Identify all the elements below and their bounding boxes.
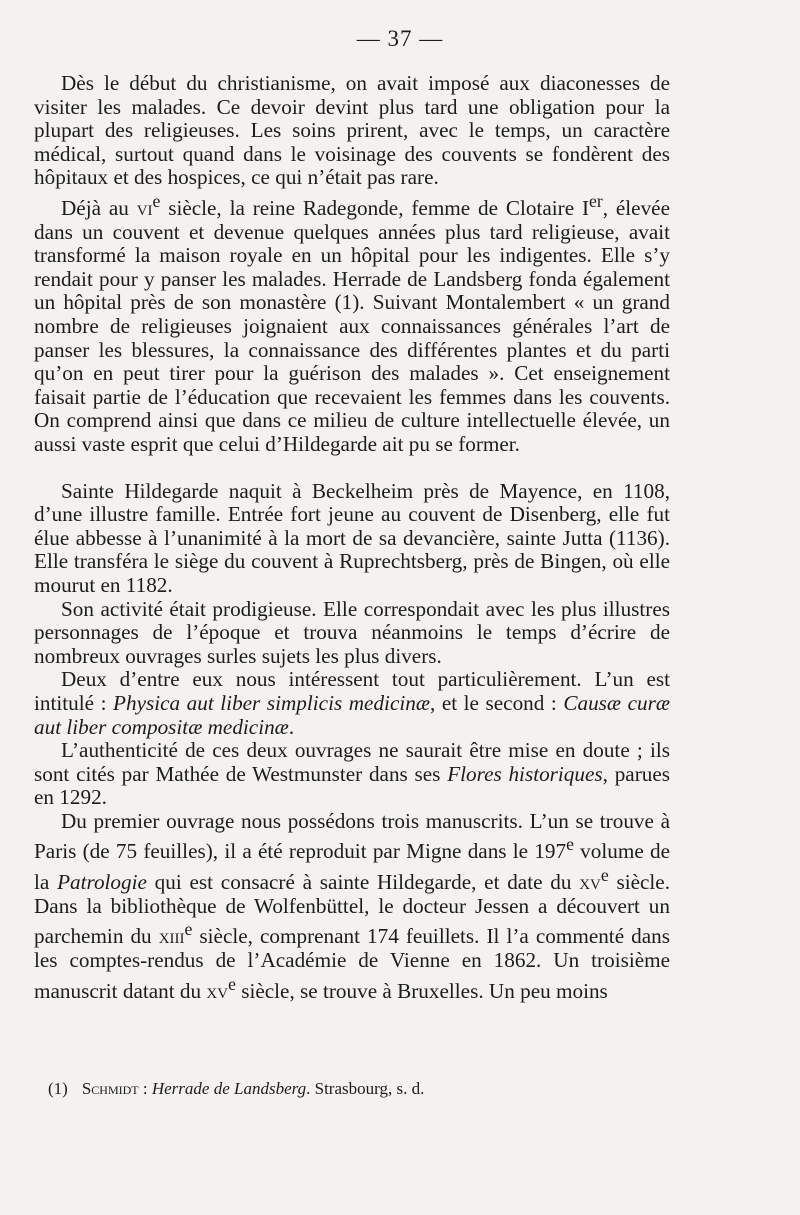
paragraph-3: Sainte Hildegarde naquit à Beckelheim près de Mayence, en 1108, d’une illustre famille. Entrée fort jeune au couvent de Disenberg, elle fut élue abbesse à l’unanimité à la mort de sa devancière, sainte Jutta (1136). Elle transféra le siège du couvent à Ruprechtsberg, près de Bingen, où elle mourut en 1182. [34, 478, 670, 597]
page-number: — 37 — [356, 26, 444, 51]
page-body [34, 72, 670, 1003]
century-numeral: xiii [158, 924, 185, 949]
text-run: siècle. Dans la bibliothèque de Wolfenbüttel, le docteur Jessen a découvert un parchemin du [34, 870, 671, 949]
paragraph-1: Dès le début du christianisme, on avait imposé aux diaconesses de visiter les malades. Ce devoir devint plus tard une obligation pour la plupart des religieuses. Les soins prirent, avec le temps, un caractère médical, surtout quand dans le voisinage des couvents se fondèrent des hôpitaux et des hospices, ce qui n’était pas rare. [34, 71, 670, 190]
footnote-separator: : [138, 1079, 152, 1098]
book-title: Patrologie [57, 870, 147, 895]
text-run: volume de la [34, 839, 670, 895]
superscript: e [566, 834, 574, 855]
footnote-author: Schmidt [81, 1079, 139, 1098]
superscript: e [184, 919, 193, 940]
text-run: siècle, comprenant 174 feuillets. Il l’a commenté dans les comptes-rendus de l’Académie de Vienne en 1862. Un troisième manuscrit datant du [34, 924, 670, 1003]
text-run: , et le second : [429, 690, 564, 715]
text-run: siècle, la reine Radegonde, femme de Clotaire I [160, 196, 590, 221]
text-run: L’authenticité de ces deux ouvrages ne saurait être mise en doute ; ils sont cités par Mathée de Westmunster dans ses [34, 738, 670, 786]
text-run: qui est consacré à sainte Hildegarde, et date du [146, 870, 580, 895]
superscript: e [600, 865, 609, 886]
paragraph-6 [34, 739, 670, 810]
century-numeral: xv [206, 978, 229, 1003]
footnote-rest: . Strasbourg, s. d. [306, 1079, 425, 1098]
footnote [48, 1078, 668, 1100]
superscript: e [228, 973, 236, 994]
century-numeral: vi [136, 196, 153, 221]
text-run: siècle, se trouve à Bruxelles. Un peu moins [235, 978, 608, 1003]
paragraph-2 [34, 190, 670, 457]
paragraph-4: Son activité était prodigieuse. Elle correspondait avec les plus illustres personnages de l’époque et trouva néanmoins le temps d’écrire de nombreux ouvrages surles sujets les plus divers. [34, 596, 670, 668]
paragraph-7 [34, 810, 670, 1003]
superscript: er [589, 190, 603, 211]
superscript: e [152, 190, 161, 211]
text-run: Deux d’entre eux nous intéressent tout particulièrement. L’un est intitulé : [34, 667, 670, 715]
text-run: , élevée dans un couvent et devenue quelques années plus tard religieuse, avait transformé la maison royale en un hôpital pour les indigentes. Elle s’y rendait pour y panser les malades. Herrade de Landsberg fonda également un hôpital près de son monastère (1). Suivant Montalembert « un grand nombre de religieuses joignaient aux connaissances générales l’art de panser les blessures, la connaissance des différentes plantes et du parti qu’on en peut tirer pour la guérison des malades ». Cet enseignement faisait partie de l’éducation que recevaient les femmes dans les couvents. On comprend ainsi que dans ce milieu de culture intellectuelle élevée, un aussi vaste esprit que celui d’Hildegarde ait pu se former. [34, 196, 670, 456]
book-title: Causæ curæ aut liber compositæ medicinæ [34, 690, 670, 739]
section-gap [34, 457, 670, 480]
footnote-title: Herrade de Landsberg [151, 1079, 307, 1098]
paragraph-5 [34, 668, 670, 739]
text-run: Déjà au [61, 196, 137, 221]
text-run: , parues en 1292. [34, 761, 670, 810]
text-run: . [288, 714, 295, 739]
footnote-mark: (1) [48, 1079, 68, 1098]
book-title: Flores historiques [447, 761, 603, 786]
century-numeral: xv [579, 870, 601, 895]
book-title: Physica aut liber simplicis medicinæ [113, 690, 430, 715]
text-run: Du premier ouvrage nous possédons trois manuscrits. L’un se trouve à Paris (de 75 feuilles), il a été reproduit par Migne dans le 197 [34, 808, 670, 864]
